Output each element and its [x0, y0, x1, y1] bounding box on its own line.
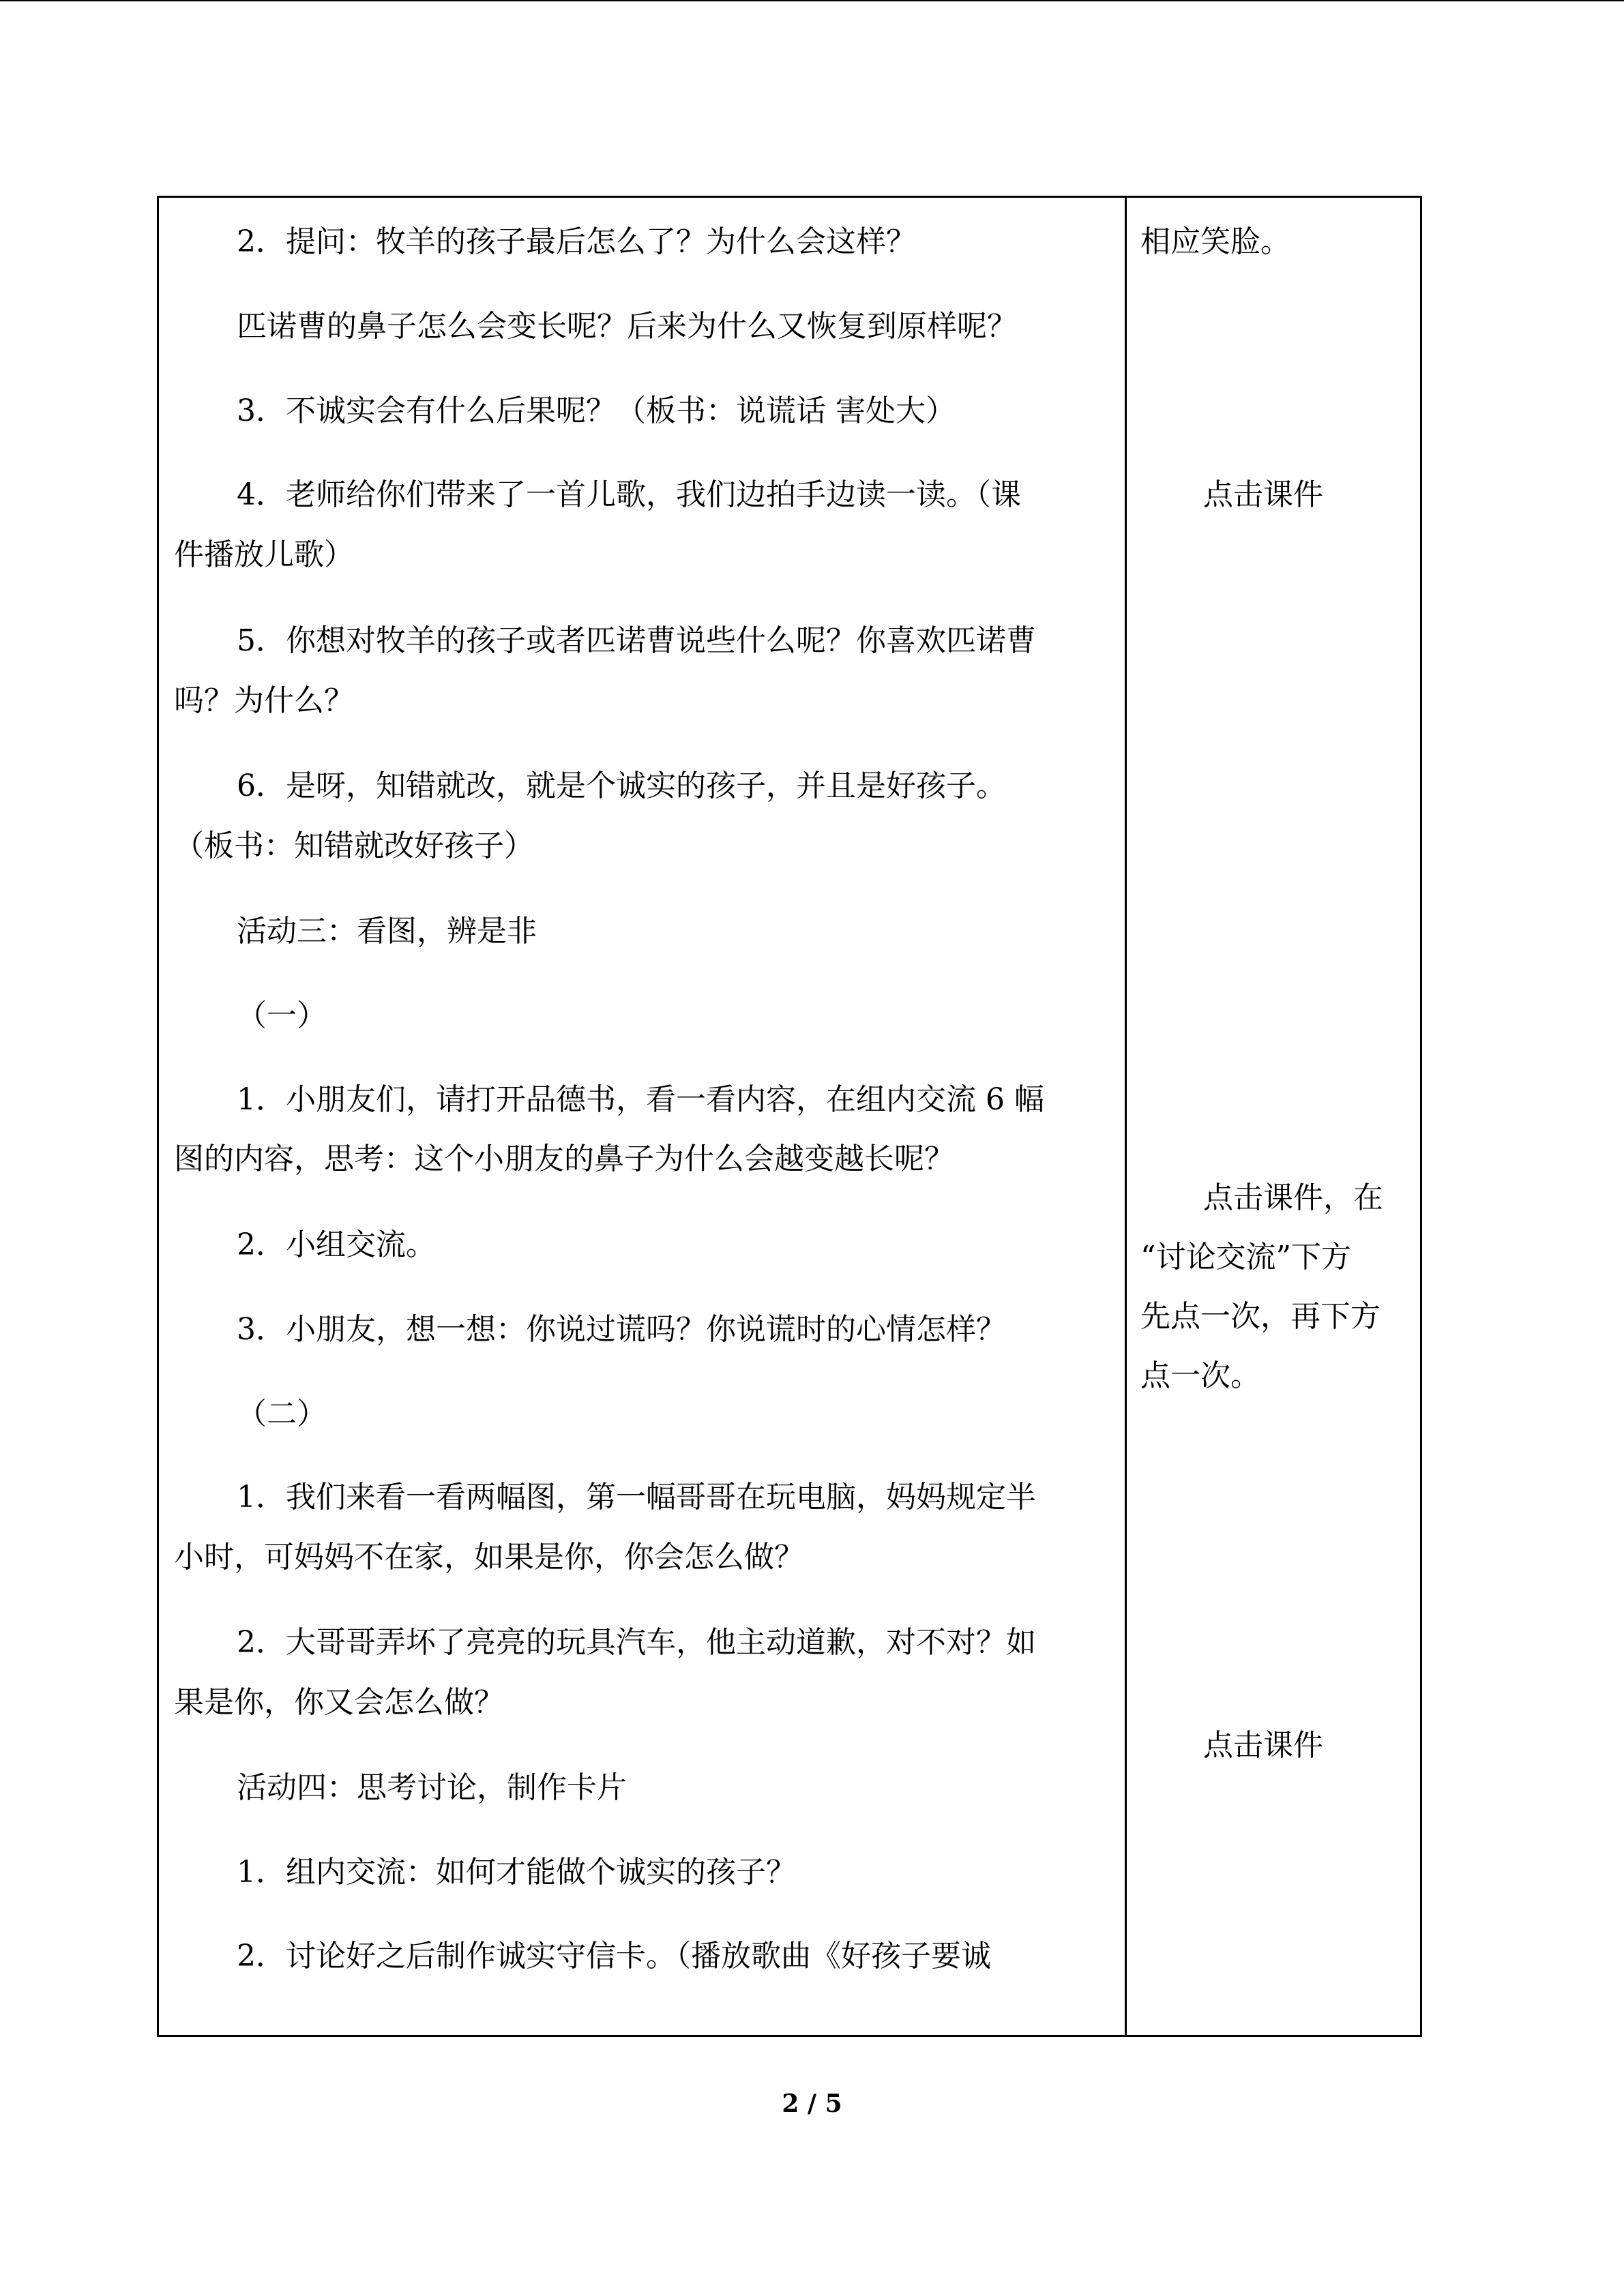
main-line-20: 果是你，你又会怎么做？ — [174, 1685, 504, 1720]
main-line-22: 1．组内交流：如何才能做个诚实的孩子？ — [237, 1855, 796, 1890]
main-line-5: 件播放儿歌） — [174, 537, 354, 572]
teaching-process-column — [159, 198, 1125, 2035]
main-line-3: 3．不诚实会有什么后果呢？（板书：说谎话 害处大） — [237, 393, 956, 428]
notes-column — [1127, 198, 1420, 2035]
main-line-11: （一） — [237, 998, 327, 1033]
main-line-19: 2．大哥哥弄坏了亮亮的玩具汽车，他主动道歉，对不对？如 — [237, 1625, 1036, 1660]
main-line-18: 小时，可妈妈不在家，如果是你，你会怎么做？ — [174, 1540, 804, 1575]
main-line-12: 1．小朋友们，请打开品德书，看一看内容，在组内交流 6 幅 — [237, 1082, 1044, 1117]
main-line-9: （板书：知错就改好孩子） — [174, 829, 534, 863]
side-line-5: 先点一次，再下方 — [1140, 1299, 1381, 1334]
main-line-13: 图的内容，思考：这个小朋友的鼻子为什么会越变越长呢？ — [174, 1142, 954, 1176]
page-top-rule — [0, 0, 1624, 1]
main-line-14: 2．小组交流。 — [237, 1227, 436, 1262]
side-line-4: “讨论交流”下方 — [1140, 1240, 1351, 1274]
main-line-7: 吗？为什么？ — [174, 683, 354, 718]
side-line-3: 点击课件，在 — [1203, 1180, 1383, 1215]
side-line-6: 点一次。 — [1140, 1358, 1260, 1393]
page-number: 2 / 5 — [782, 2089, 842, 2118]
main-line-1: 2．提问：牧羊的孩子最后怎么了？为什么会这样？ — [237, 224, 916, 259]
main-line-8: 6．是呀，知错就改，就是个诚实的孩子，并且是好孩子。 — [237, 769, 1006, 803]
main-line-10: 活动三：看图，辨是非 — [237, 914, 537, 949]
main-line-6: 5．你想对牧羊的孩子或者匹诺曹说些什么呢？你喜欢匹诺曹 — [237, 623, 1036, 658]
main-line-21: 活动四：思考讨论，制作卡片 — [237, 1770, 627, 1805]
main-line-15: 3．小朋友，想一想：你说过谎吗？你说谎时的心情怎样？ — [237, 1312, 1006, 1347]
main-line-2: 匹诺曹的鼻子怎么会变长呢？后来为什么又恢复到原样呢？ — [237, 309, 1017, 344]
side-line-7: 点击课件 — [1203, 1728, 1323, 1763]
main-line-23: 2．讨论好之后制作诚实守信卡。（播放歌曲《好孩子要诚 — [237, 1939, 991, 1973]
main-line-4: 4．老师给你们带来了一首儿歌，我们边拍手边读一读。（课 — [237, 477, 1021, 512]
main-line-16: （二） — [237, 1397, 327, 1431]
side-line-1: 相应笑脸。 — [1140, 224, 1290, 259]
main-line-17: 1．我们来看一看两幅图，第一幅哥哥在玩电脑，妈妈规定半 — [237, 1480, 1036, 1515]
side-line-2: 点击课件 — [1203, 477, 1323, 512]
lesson-plan-table — [157, 196, 1422, 2037]
